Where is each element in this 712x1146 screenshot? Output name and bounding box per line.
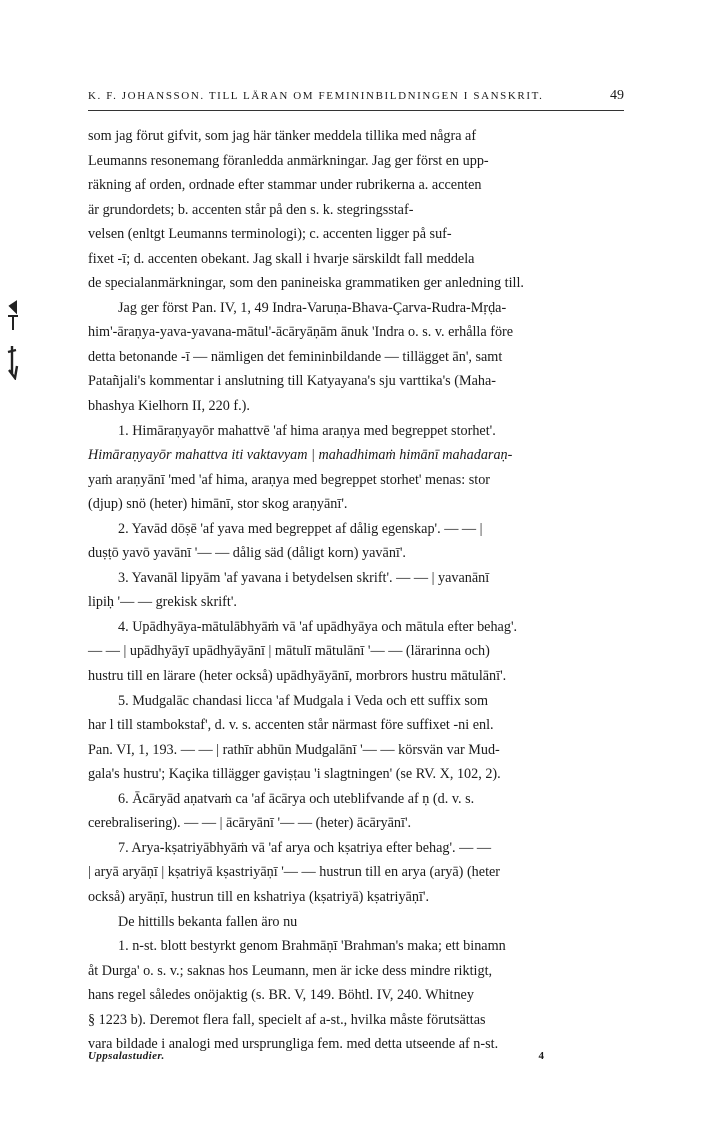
text-line: som jag förut gifvit, som jag här tänker meddela tillika med några af [88, 128, 477, 144]
text-line: hans regel således onöjaktig (s. BR. V, 149. Böhtl. IV, 240. Whitney [88, 987, 474, 1004]
text-line: — — | upādhyāyī upādhyāyānī | mātulī mātulānī '— — (lärarinna och) [88, 643, 490, 660]
text-line: åt Durga' o. s. v.; saknas hos Leumann, men är icke dess mindre riktigt, [88, 962, 493, 979]
page-number: 49 [610, 88, 624, 103]
text-line: fixet -ī; d. accenten obekant. Jag skall i hvarje särskildt fall meddela [88, 250, 475, 267]
list-item: 7. Arya-kṣatriyābhyāṁ vā 'af arya och kṣatriya efter behag'. — — [118, 839, 492, 856]
text-line: de specialanmärkningar, som den panineiska grammatiken ger anledning till. [88, 275, 524, 292]
running-title: K. F. JOHANSSON. TILL LÄRAN OM FEMININBILDNINGEN I SANSKRIT. [88, 90, 544, 102]
text-line: detta betonande -ī — nämligen det femininbildande — tillägget ān', samt [88, 348, 503, 365]
header-rule [88, 110, 624, 111]
text-line: är grundordets; b. accenten står på den s. k. stegringsstaf- [88, 201, 414, 218]
text-line: cerebralisering). — — | ācāryānī '— — (heter) ācāryānī'. [88, 815, 412, 832]
page-footer [88, 1050, 624, 1070]
list-item: 3. Yavanāl lipyām 'af yavana i betydelsen skrift'. — — | yavanānī [118, 569, 490, 586]
text-line: bhashya Kielhorn II, 220 f.). [88, 398, 250, 415]
list-item: 4. Upādhyāya-mātulābhyāṁ vā 'af upādhyāya och mātula efter behag'. [118, 618, 518, 635]
text-line: Patañjali's kommentar i anslutning till Katyayana's sju varttika's (Maha- [88, 373, 496, 390]
text-line: De hittills bekanta fallen äro nu [118, 913, 298, 930]
text-line: Jag ger först Pan. IV, 1, 49 Indra-Varuṇa-Bhava-Çarva-Rudra-Mṛḍa- [118, 299, 507, 316]
signature-mark: 4 [538, 1050, 544, 1062]
list-item: 1. n-st. blott bestyrkt genom Brahmāṇī 'Brahman's maka; ett binamn [118, 938, 506, 955]
text-line: Pan. VI, 1, 193. — — | rathīr abhūn Mudgalānī '— — körsvän var Mud- [88, 741, 500, 758]
footer-series: Uppsalastudier. [88, 1050, 165, 1062]
list-item: 5. Mudgalāc chandasi licca 'af Mudgala i Veda och ett suffix som [118, 692, 489, 709]
list-item: 2. Yavād dōṣē 'af yava med begreppet af dålig egenskap'. — — | [118, 520, 483, 537]
text-line: hustru till en lärare (heter också) upādhyāyānī, morbrors hustru mātulānī'. [88, 668, 507, 685]
text-line: him'-āraṇya-yava-yavana-mātul'-ācāryāṇām ānuk 'Indra o. s. v. erhålla före [88, 324, 514, 341]
body-text [88, 124, 624, 1053]
text-line: räkning af orden, ordnade efter stammar under rubrikerna a. accenten [88, 177, 482, 194]
margin-annotation-icon [2, 300, 24, 380]
text-line: vara bildade i analogi med ursprungliga fem. med detta utseende af n-st. [88, 1036, 499, 1053]
text-line: också) aryāṇī, hustrun till en kshatriya (kṣatriyā) kṣatriyāṇī'. [88, 888, 429, 905]
text-line: Leumanns resonemang föranledda anmärkningar. Jag ger först en upp- [88, 152, 489, 169]
text-line: har l till stambokstaf', d. v. s. accenten står närmast före suffixet -ni enl. [88, 717, 494, 734]
text-line: § 1223 b). Deremot flera fall, specielt af a-st., hvilka måste förutsättas [88, 1011, 486, 1028]
text-line: gala's hustru'; Kaçika tillägger gaviṣṭau 'i slagtningen' (se RV. X, 102, 2). [88, 766, 501, 783]
list-item: 1. Himāraṇyayōr mahattvē 'af hima araṇya med begreppet storhet'. [118, 422, 496, 439]
running-header [88, 88, 624, 110]
text-line: velsen (enltgt Leumanns terminologi); c. accenten ligger på suf- [88, 226, 452, 243]
text-line: yaṁ araṇyānī 'med 'af hima, araṇya med begreppet storhet' menas: stor [88, 471, 491, 488]
text-line: (djup) snö (heter) himānī, stor skog araṇyānī'. [88, 496, 348, 513]
text-line: lipiḥ '— — grekisk skrift'. [88, 594, 237, 611]
text-line: | aryā aryāṇī | kṣatriyā kṣastriyāṇī '— — hustrun till en arya (aryā) (heter [88, 864, 501, 881]
list-item: 6. Ācāryād aṇatvaṁ ca 'af ācārya och uteblifvande af ṇ (d. v. s. [118, 790, 475, 807]
text-line: duṣṭō yavō yavānī '— — dålig säd (dåligt korn) yavānī'. [88, 545, 406, 562]
text-line: Himāraṇyayōr mahattva iti vaktavyam | mahadhimaṁ himānī mahadaraṇ- [88, 447, 513, 464]
